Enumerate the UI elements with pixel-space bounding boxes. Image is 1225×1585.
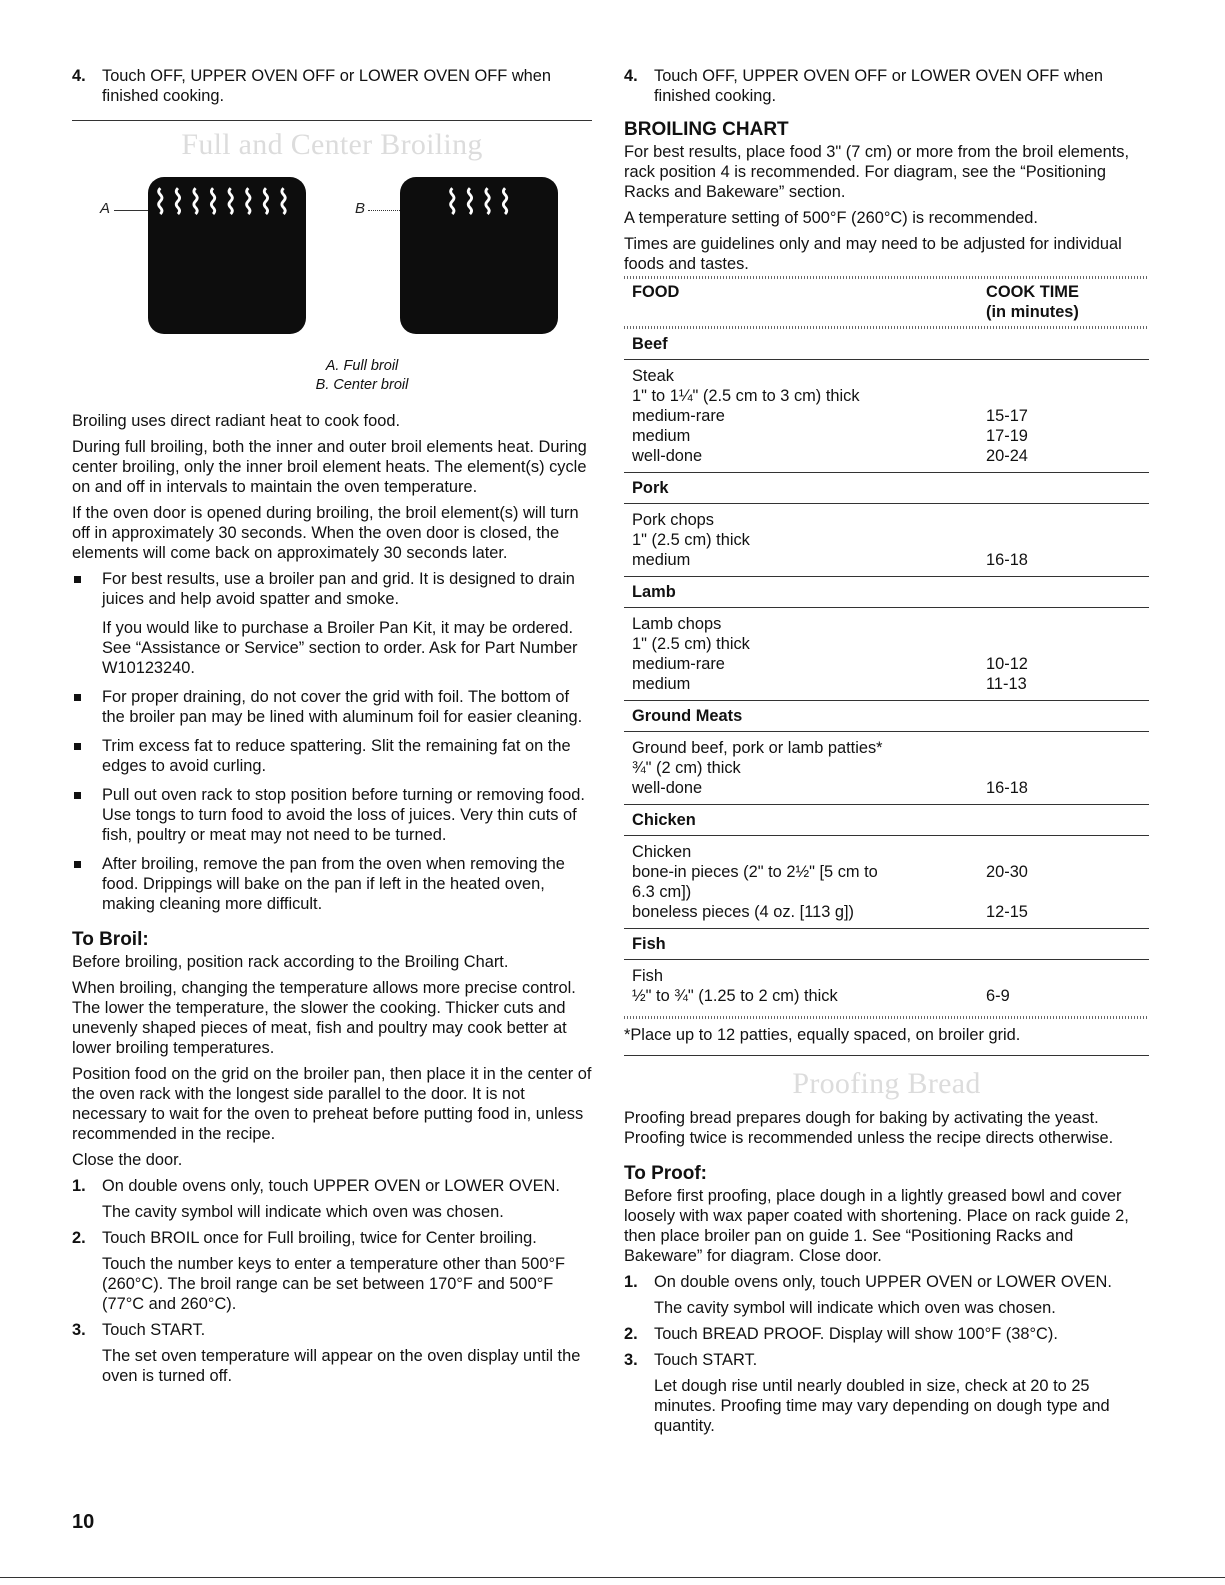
oven-center-broil-icon (400, 177, 558, 334)
heading-to-broil: To Broil: (72, 929, 149, 950)
broil-step-1 (72, 1176, 592, 1222)
chart-food-cell: Steak (632, 367, 674, 385)
chart-food-cell: medium-rare (632, 407, 725, 425)
bullet-item (72, 854, 592, 914)
chart-food-cell: ½" to ¾" (1.25 to 2 cm) thick (632, 987, 838, 1005)
chart-food-cell: medium (632, 551, 691, 569)
chart-time-cell: 15-17 (986, 407, 1028, 425)
broil-element-coils-icon: ⌇⌇⌇⌇⌇⌇⌇⌇ (152, 183, 293, 223)
step-number: 2. (624, 1325, 638, 1343)
paragraph: If the oven door is opened during broiling, the broil element(s) will turn off in approximately 30 seconds. When the oven door is closed, the elements will come back on approximately 30 seconds later. (72, 504, 579, 562)
step-text: Touch OFF, UPPER OVEN OFF or LOWER OVEN OFF when finished cooking. (654, 67, 1104, 105)
section-title-proofing-bread: Proofing Bread (792, 1067, 981, 1100)
chart-category: Ground Meats (624, 700, 1149, 732)
step-subtext: The set oven temperature will appear on the oven display until the oven is turned off. (102, 1347, 581, 1385)
divider (72, 120, 592, 121)
chart-food-cell: well-done (632, 447, 703, 465)
step-subtext: Let dough rise until nearly doubled in size, check at 20 to 25 minutes. Proofing time may vary depending on dough type and quantity. (654, 1377, 1110, 1435)
caption-center-broil: B. Center broil (315, 377, 409, 393)
paragraph: Proofing bread prepares dough for baking by activating the yeast. Proofing twice is recommended unless the recipe directs otherwise. (624, 1109, 1114, 1147)
chart-food-cell: medium (632, 675, 691, 693)
paragraph: During full broiling, both the inner and outer broil elements heat. During center broiling, only the inner broil element heats. The element(s) cycle on and off in intervals to maintain the oven temperature. (72, 438, 587, 496)
chart-category: Fish (624, 928, 1149, 960)
chart-group-rows (624, 608, 1149, 700)
step-text: Touch OFF, UPPER OVEN OFF or LOWER OVEN OFF when finished cooking. (102, 67, 552, 105)
step-text: Touch START. (654, 1351, 758, 1369)
chart-row (632, 510, 1141, 530)
paragraph: A temperature setting of 500°F (260°C) is recommended. (624, 209, 1038, 227)
broiling-chart-table (624, 276, 1149, 1056)
chart-time-cell (986, 634, 1141, 654)
col-header-cook-time-line1: COOK TIME (986, 283, 1079, 301)
chart-food-cell: ¾" (2 cm) thick (632, 759, 741, 777)
chart-time-cell: 20-30 (986, 863, 1028, 881)
paragraph: When broiling, changing the temperature allows more precise control. The lower the temperature, the slower the cooking. Thicker cuts and unevenly shaped pieces of meat, fish and poultry may cook better at lower broiling temperatures. (72, 979, 576, 1057)
chart-group-rows (624, 504, 1149, 576)
col-header-cook-time (986, 282, 1141, 322)
proof-step-2 (624, 1324, 1149, 1344)
chart-row (632, 966, 1141, 986)
step-number: 1. (624, 1273, 638, 1291)
chart-row (632, 614, 1141, 634)
broil-figure (72, 177, 592, 349)
bullet-text: For proper draining, do not cover the grid with foil. The bottom of the broiler pan may be lined with aluminum foil for easier cleaning. (102, 688, 583, 726)
chart-time-cell (986, 758, 1141, 778)
chart-food-cell: Pork chops (632, 511, 714, 529)
chart-food-cell: medium (632, 427, 691, 445)
chart-group-rows (624, 360, 1149, 472)
bullet-text: Pull out oven rack to stop position before turning or removing food. Use tongs to turn food to avoid the loss of juices. Very thin cuts of fish, poultry or meat may not need to be turned. (102, 786, 585, 844)
chart-food-cell: Lamb chops (632, 615, 722, 633)
caption-full-broil: A. Full broil (325, 358, 399, 374)
chart-food-cell: Fish (632, 967, 663, 985)
paragraph: For best results, place food 3" (7 cm) or more from the broil elements, rack position 4 is recommended. For diagram, see the “Positioning Racks and Bakeware” section. (624, 143, 1130, 201)
chart-food-cell: Ground beef, pork or lamb patties* (632, 739, 883, 757)
broil-step-3 (72, 1320, 592, 1386)
chart-time-cell (986, 738, 1141, 758)
page-bottom-rule (0, 1577, 1225, 1578)
chart-row (632, 426, 1141, 446)
step-number: 2. (72, 1229, 86, 1247)
col-header-cook-time-line2: (in minutes) (986, 303, 1079, 321)
bullet-square-icon (74, 861, 81, 868)
chart-food-cell: 1" to 1¼" (2.5 cm to 3 cm) thick (632, 387, 860, 405)
chart-footnote: *Place up to 12 patties, equally spaced, on broiler grid. (624, 1026, 1021, 1044)
chart-food-cell: bone-in pieces (2" to 2½" [5 cm to (632, 863, 878, 881)
bullet-item (72, 785, 592, 845)
section-title-full-center-broiling: Full and Center Broiling (181, 128, 483, 161)
step-text: Touch BREAD PROOF. Display will show 100°F (38°C). (654, 1325, 1058, 1343)
chart-time-cell: 12-15 (986, 903, 1028, 921)
oven-full-broil-icon (148, 177, 306, 334)
figure-label-b: B (355, 200, 366, 217)
step-number: 3. (72, 1321, 86, 1339)
chart-time-cell (986, 530, 1141, 550)
divider (624, 1055, 1149, 1056)
step-subtext: The cavity symbol will indicate which oven was chosen. (102, 1203, 504, 1221)
chart-group-rows (624, 836, 1149, 928)
step-4-left (72, 66, 592, 106)
step-subtext: The cavity symbol will indicate which oven was chosen. (654, 1299, 1056, 1317)
chart-row (632, 778, 1141, 798)
heading-to-proof: To Proof: (624, 1163, 708, 1184)
paragraph: Position food on the grid on the broiler pan, then place it in the center of the oven rack with the longest side parallel to the door. It is not necessary to wait for the oven to preheat before putting food in, unless recommended in the recipe. (72, 1065, 592, 1143)
chart-group-rows (624, 960, 1149, 1012)
chart-row (632, 842, 1141, 862)
bullet-subtext: If you would like to purchase a Broiler Pan Kit, it may be ordered. See “Assistance or Service” section to order. Ask for Part Number W10123240. (102, 619, 578, 677)
bullet-square-icon (74, 743, 81, 750)
page-number: 10 (72, 1511, 95, 1533)
chart-category: Chicken (624, 804, 1149, 836)
step-text: On double ovens only, touch UPPER OVEN or LOWER OVEN. (654, 1273, 1112, 1291)
heading-broiling-chart: BROILING CHART (624, 119, 789, 140)
chart-row (632, 674, 1141, 694)
chart-time-cell: 17-19 (986, 427, 1028, 445)
chart-food-cell: 1" (2.5 cm) thick (632, 635, 750, 653)
chart-row (632, 862, 1141, 882)
chart-category: Pork (624, 472, 1149, 504)
step-number: 3. (624, 1351, 638, 1369)
step-text: Touch BROIL once for Full broiling, twice for Center broiling. (102, 1229, 537, 1247)
chart-time-cell (986, 510, 1141, 530)
chart-row (632, 654, 1141, 674)
figure-label-a: A (100, 200, 111, 217)
bullet-square-icon (74, 694, 81, 701)
chart-food-cell: boneless pieces (4 oz. [113 g]) (632, 903, 855, 921)
chart-row (632, 550, 1141, 570)
chart-time-cell (986, 966, 1141, 986)
chart-food-cell: 6.3 cm]) (632, 883, 692, 901)
chart-food-cell: medium-rare (632, 655, 725, 673)
leader-line-a (114, 210, 148, 211)
step-subtext: Touch the number keys to enter a temperature other than 500°F (260°C). The broil range can be set between 170°F and 500°F (77°C and 260°C). (102, 1255, 566, 1313)
chart-header (624, 279, 1149, 326)
chart-time-cell: 16-18 (986, 779, 1028, 797)
bullet-item (72, 687, 592, 727)
bullet-square-icon (74, 792, 81, 799)
paragraph: Times are guidelines only and may need to be adjusted for individual foods and tastes. (624, 235, 1122, 273)
chart-row (632, 406, 1141, 426)
bullet-text: After broiling, remove the pan from the oven when removing the food. Drippings will bake on the pan if left in the heated oven, making cleaning more difficult. (102, 855, 565, 913)
chart-row (632, 986, 1141, 1006)
left-column (72, 66, 592, 1392)
chart-row (632, 882, 1141, 902)
chart-row (632, 366, 1141, 386)
bullet-square-icon (74, 576, 81, 583)
paragraph: Broiling uses direct radiant heat to cook food. (72, 412, 401, 430)
chart-food-cell: Chicken (632, 843, 692, 861)
broil-step-2 (72, 1228, 592, 1314)
bullet-item (72, 736, 592, 776)
paragraph: Close the door. (72, 1151, 183, 1169)
step-number: 4. (72, 67, 86, 85)
chart-row (632, 446, 1141, 466)
paragraph: Before first proofing, place dough in a lightly greased bowl and cover loosely with wax paper coated with shortening. Place on rack guide 2, then place broiler pan on guide 1. See “Positioning Racks and Bakeware” for diagram. Close door. (624, 1187, 1129, 1265)
chart-time-cell (986, 882, 1141, 902)
chart-time-cell: 6-9 (986, 987, 1010, 1005)
chart-category: Beef (624, 329, 1149, 360)
chart-group-rows (624, 732, 1149, 804)
broil-element-coils-icon: ⌇⌇⌇⌇ (444, 183, 515, 223)
chart-food-cell: 1" (2.5 cm) thick (632, 531, 750, 549)
chart-time-cell: 10-12 (986, 655, 1028, 673)
chart-time-cell (986, 366, 1141, 386)
chart-row (632, 386, 1141, 406)
chart-time-cell (986, 386, 1141, 406)
chart-row (632, 634, 1141, 654)
proof-step-1 (624, 1272, 1149, 1318)
step-text: Touch START. (102, 1321, 206, 1339)
right-column (624, 66, 1149, 1442)
figure-caption (132, 357, 592, 395)
chart-row (632, 902, 1141, 922)
dotted-rule (624, 1016, 1149, 1019)
chart-time-cell: 16-18 (986, 551, 1028, 569)
col-header-food: FOOD (632, 283, 680, 301)
chart-row (632, 530, 1141, 550)
chart-time-cell: 11-13 (986, 675, 1027, 693)
chart-time-cell (986, 614, 1141, 634)
chart-time-cell: 20-24 (986, 447, 1028, 465)
bullet-text: Trim excess fat to reduce spattering. Slit the remaining fat on the edges to avoid curling. (102, 737, 571, 775)
bullet-text: For best results, use a broiler pan and grid. It is designed to drain juices and help avoid spatter and smoke. (102, 570, 575, 608)
chart-category: Lamb (624, 576, 1149, 608)
step-number: 4. (624, 67, 638, 85)
chart-food-cell: well-done (632, 779, 703, 797)
chart-groups (624, 329, 1149, 1012)
proof-step-3 (624, 1350, 1149, 1436)
paragraph: Before broiling, position rack according to the Broiling Chart. (72, 953, 509, 971)
step-4-right (624, 66, 1149, 106)
chart-row (632, 758, 1141, 778)
step-text: On double ovens only, touch UPPER OVEN or LOWER OVEN. (102, 1177, 560, 1195)
chart-time-cell (986, 842, 1141, 862)
chart-row (632, 738, 1141, 758)
step-number: 1. (72, 1177, 86, 1195)
bullet-item (72, 569, 592, 678)
